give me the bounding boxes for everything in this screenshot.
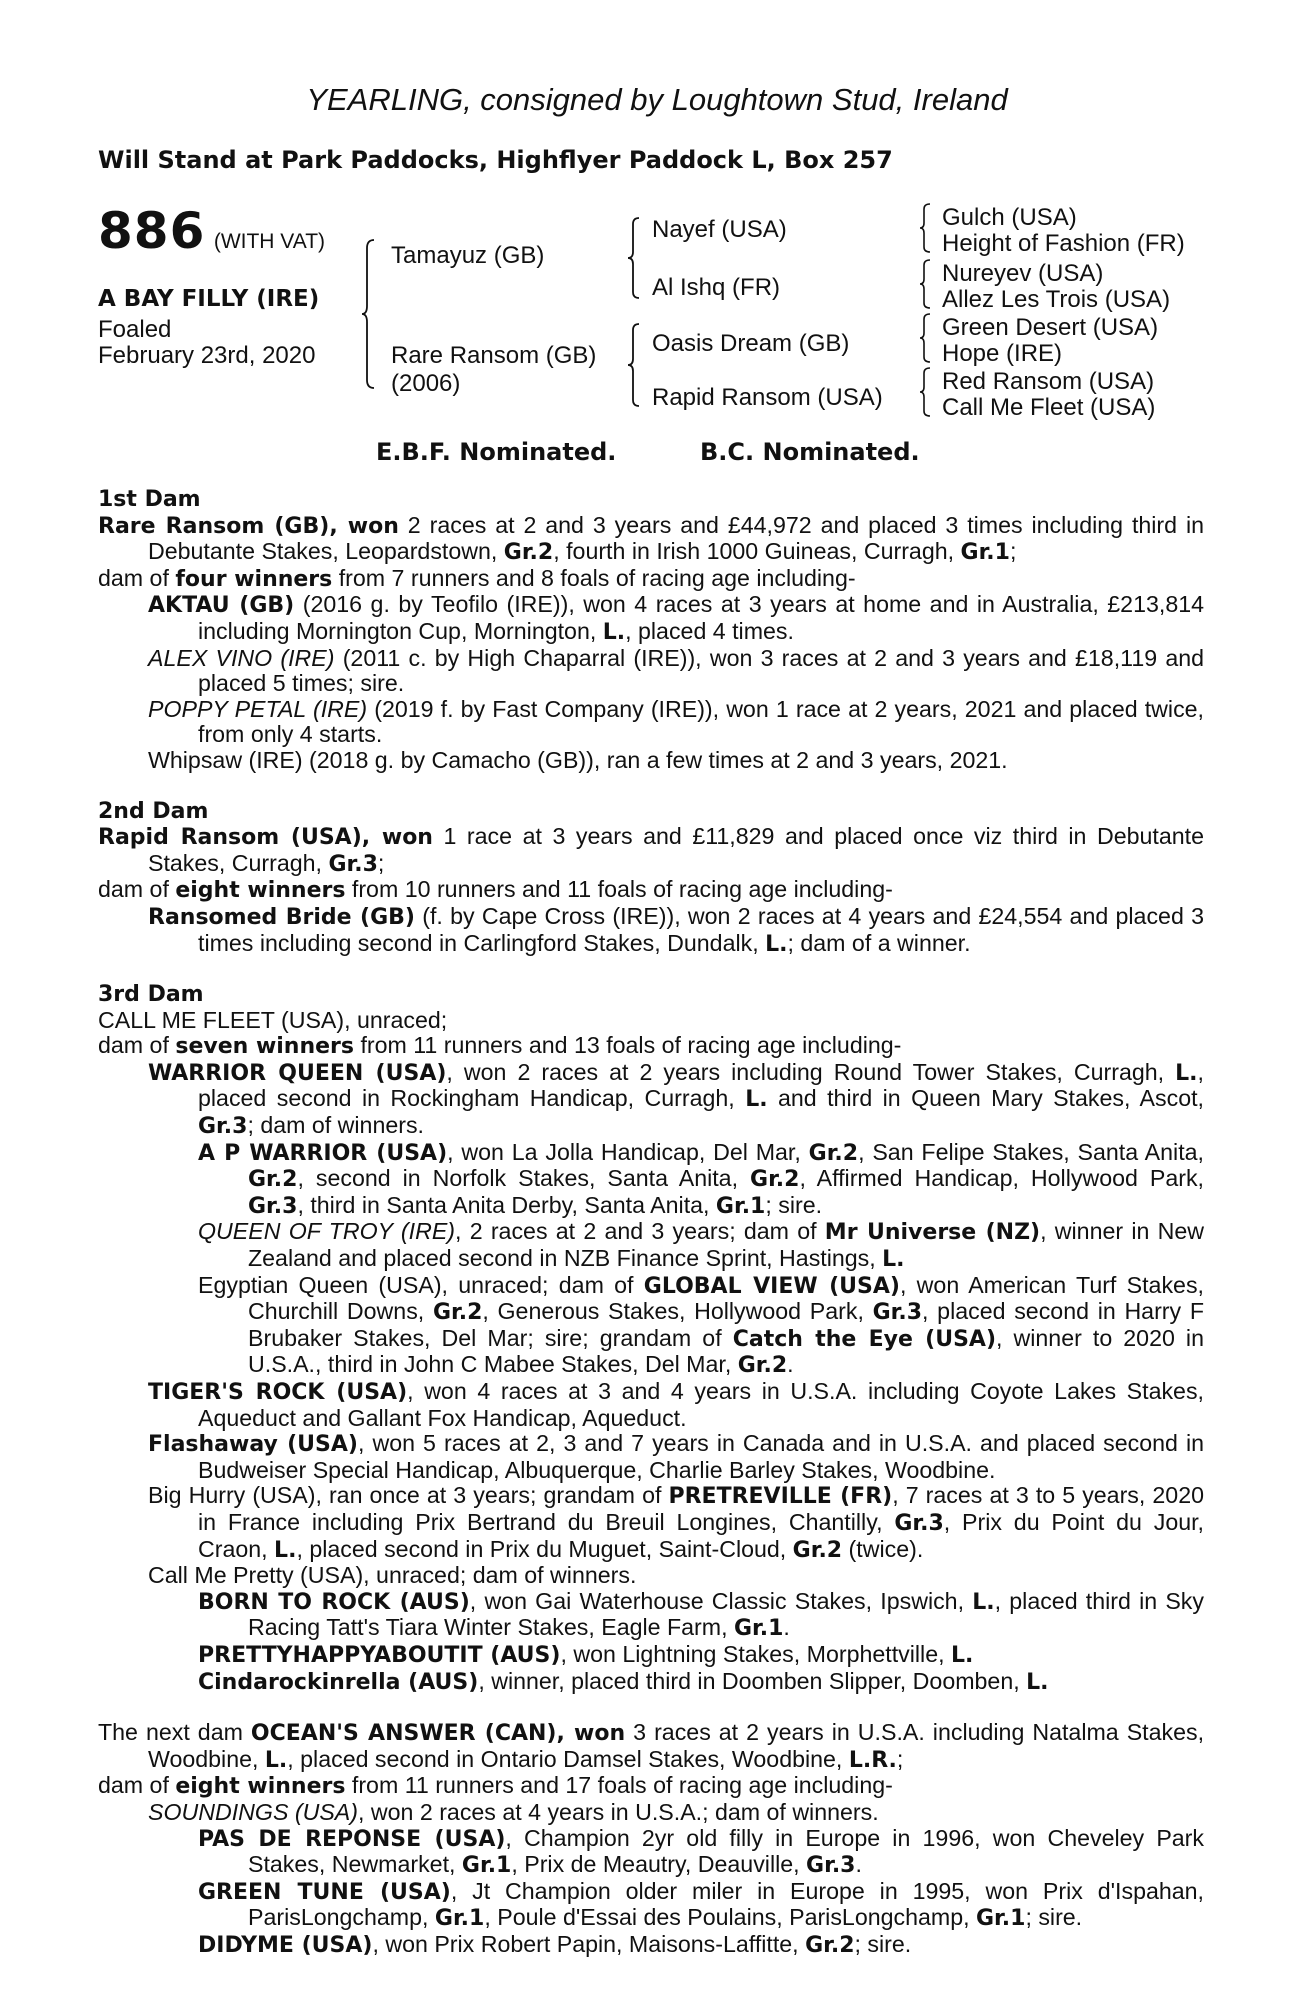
pedigree-brace-g2 [918,258,934,310]
text-run: . [787,1351,794,1378]
pedigree-entry [98,566,1204,593]
text-run: , Champion 2yr old filly in Europe in 1996, won Cheveley Park Stakes, Newmarket, [248,1824,1204,1878]
pedigree-entry [98,824,1204,877]
pedigree-entry [98,877,1204,904]
pedigree-entry [98,1219,1204,1272]
consignment-line: YEARLING, consigned by Loughtown Stud, Ireland [306,82,1008,117]
bold-run: BORN TO ROCK (AUS) [198,1589,470,1615]
text-run: (2019 f. by Fast Company (IRE)), won 1 race at 2 years, 2021 and placed twice, from only 4 starts. [198,695,1204,748]
bold-run: Ransomed Bride (GB) [148,904,415,930]
text-run: The next dam [98,1719,251,1746]
text-run: , Generous Stakes, Hollywood Park, [482,1298,873,1325]
text-run: , Prix de Meautry, Deauville, [511,1851,807,1878]
pedigree-entry [98,1273,1204,1379]
pedigree-entry [98,1563,1204,1589]
ebf-nominated: E.B.F. Nominated. [376,438,617,466]
pedigree-g3b: Hope (IRE) [942,340,1063,367]
text-run: , placed second in Harry F Brubaker Stakes, Del Mar; sire; grandam of [248,1298,1204,1351]
bold-run: Gr.2 [432,1300,483,1326]
text-run: Whipsaw (IRE) (2018 g. by Camacho (GB)), ran a few times at 2 and 3 years, 2021. [148,746,1008,773]
pedigree-entry [98,1642,1204,1669]
text-run: , Affirmed Handicap, Hollywood Park, [799,1165,1204,1192]
bold-run: L. [1175,1060,1198,1086]
text-run: 2 races at 2 and 3 years and £44,972 and placed 3 times including third in Debutante Stakes, Leopardstown, [148,511,1204,565]
text-run: , second in Norfolk Stakes, Santa Anita, [297,1165,751,1192]
text-run: , San Felipe Stakes, Santa Anita, [858,1138,1204,1165]
text-run: ; sire. [854,1930,912,1957]
bold-run: Gr.3 [894,1510,944,1536]
pedigree-entry [98,1720,1204,1773]
pedigree-g3a: Green Desert (USA) [942,314,1159,341]
bold-run: Gr.2 [808,1140,859,1166]
foaled-date: February 23rd, 2020 [98,342,316,369]
vat-note: (WITH VAT) [213,230,326,253]
pedigree-entry [98,1932,1204,1959]
text-run: dam of [98,564,176,591]
text-run: , won 2 races at 4 years in U.S.A.; dam of winners. [358,1798,879,1825]
pedigree-g4b: Call Me Fleet (USA) [942,394,1156,421]
text-run: , placed second in Ontario Damsel Stakes, Woodbine, [287,1745,849,1772]
bold-run: eight winners [175,878,346,904]
text-run: , placed 4 times. [625,617,794,644]
text-run: ; dam of winners. [247,1112,424,1139]
bold-run: L. [972,1589,995,1615]
bold-run: L. [274,1537,297,1563]
bold-run: Cindarockinrella (AUS) [198,1669,479,1695]
text-run: dam of [98,1772,176,1799]
text-run: , 7 races at 3 to 5 years, 2020 in France including Prix Bertrand du Breuil Longines, Chantilly, [198,1482,1204,1535]
bold-run: Gr.3 [872,1300,923,1326]
text-run: , fourth in Irish 1000 Guineas, Curragh, [553,538,961,565]
pedigree-entry [98,1379,1204,1431]
bold-run: Gr.1 [461,1853,512,1879]
bold-run: A P WARRIOR (USA) [198,1140,448,1166]
text-run: from 11 runners and 17 foals of racing age including- [345,1772,893,1799]
bold-run: Rapid Ransom (USA), won [98,825,433,851]
pedigree-entry [98,904,1204,957]
text-run: and third in Queen Mary Stakes, Ascot, [767,1085,1204,1112]
text-run: , winner, placed third in Doomben Slipper, Doomben, [478,1667,1027,1694]
bold-run: Gr.1 [733,1616,784,1642]
bold-run: Gr.2 [737,1353,788,1379]
bold-run: Mr Universe (NZ) [824,1220,1041,1246]
bold-run: PAS DE REPONSE (USA) [198,1826,506,1852]
pedigree-entry [98,1669,1204,1696]
pedigree-entry [98,1800,1204,1826]
bold-run: four winners [175,566,333,592]
bold-run: TIGER'S ROCK (USA) [148,1380,408,1405]
bold-run: Gr.1 [976,1906,1026,1932]
pedigree-entry [98,646,1204,697]
text-run: , placed third in Sky Racing Tatt's Tiara Winter Stakes, Eagle Farm, [248,1587,1204,1641]
pedigree-entry [98,1879,1204,1932]
bold-run: AKTAU (GB) [148,593,295,619]
text-run: , won Gai Waterhouse Classic Stakes, Ipswich, [469,1587,973,1614]
bold-run: OCEAN'S ANSWER (CAN), won [250,1721,626,1747]
bold-run: Gr.3 [248,1193,298,1219]
bold-run: GLOBAL VIEW (USA) [643,1273,900,1299]
text-run: , won American Turf Stakes, Churchill Downs, [248,1271,1204,1325]
pedigree-entry [98,1431,1204,1483]
bold-run: L. [264,1747,288,1773]
text-run: ; dam of a winner. [787,929,971,956]
text-run: , third in Santa Anita Derby, Santa Anita, [297,1191,716,1218]
pedigree-entry [98,1589,1204,1642]
text-run: , 2 races at 2 and 3 years; dam of [455,1218,825,1245]
text-run: dam of [98,1032,176,1059]
bold-run: Gr.3 [198,1114,248,1140]
bold-run: Flashaway (USA) [148,1432,358,1458]
pedigree-brace-sire-dam [360,238,380,390]
text-run: , placed second in Prix du Muguet, Saint-Cloud, [296,1535,793,1562]
pedigree-entry [98,1033,1204,1060]
text-run: ; sire. [765,1191,823,1218]
text-run: , won Lightning Stakes, Morphettville, [560,1640,951,1667]
bold-run: eight winners [175,1774,346,1800]
text-run: from 10 runners and 11 foals of racing age including- [345,876,893,903]
stand-location: Will Stand at Park Paddocks, Highflyer Paddock L, Box 257 [98,146,893,174]
pedigree-entry [98,592,1204,645]
bold-run: Gr.3 [328,851,378,877]
text-run: , won La Jolla Handicap, Del Mar, [447,1138,809,1165]
pedigree-dam-sire: Oasis Dream (GB) [652,330,850,357]
pedigree-brace-g4 [918,366,934,418]
bold-run: Gr.2 [792,1537,843,1563]
text-run: from 7 runners and 8 foals of racing age including- [332,564,856,591]
text-run: , won Prix Robert Papin, Maisons-Laffitte, [372,1930,806,1957]
bold-run: Gr.1 [715,1193,766,1219]
dam-heading: 2nd Dam [98,798,209,824]
pedigree-dam-dam: Rapid Ransom (USA) [652,384,883,411]
pedigree-entry [98,1060,1204,1140]
bold-run: Gr.2 [503,540,554,566]
lot-name: A BAY FILLY (IRE) [98,286,320,312]
bold-run: L. [882,1247,905,1273]
text-run: . [855,1851,862,1878]
text-run: dam of [98,876,176,903]
text-run: CALL ME FLEET (USA), unraced; [98,1006,448,1033]
bold-run: Gr.3 [806,1853,856,1879]
bold-run: L. [602,619,626,645]
pedigree-g4a: Red Ransom (USA) [942,368,1155,395]
bold-run: PRETTYHAPPYABOUTIT (AUS) [198,1642,561,1668]
text-run: ; sire. [1025,1904,1083,1931]
bold-run: Catch the Eye (USA) [732,1326,996,1352]
text-run: , Prix du Point du Jour, Craon, [198,1508,1204,1562]
pedigree-brace-g1 [918,202,934,254]
text-run: . [783,1614,790,1641]
text-run: (2016 g. by Teofilo (IRE)), won 4 races at 3 years at home and in Australia, £213,814 including Mornington Cup, Mornington, [198,591,1205,644]
pedigree-dam-year: (2006) [391,370,461,397]
text-run: Big Hurry (USA), ran once at 3 years; grandam of [148,1482,669,1509]
text-run: from 11 runners and 13 foals of racing age including- [354,1032,902,1059]
pedigree-sire: Tamayuz (GB) [391,242,545,269]
pedigree-g2a: Nureyev (USA) [942,260,1104,287]
bold-run: Gr.2 [248,1167,298,1193]
text-run: , winner in New Zealand and placed second in NZB Finance Sprint, Hastings, [248,1218,1204,1272]
bold-run: L. [745,1087,768,1113]
dam-heading: 3rd Dam [98,982,204,1008]
text-run: , winner to 2020 in U.S.A., third in John C Mabee Stakes, Del Mar, [248,1324,1204,1378]
text-run: , won 5 races at 2, 3 and 7 years in Canada and in U.S.A. and placed second in Budweiser Special Handicap, Albuquerque, Charlie Barley Stakes, Woodbine. [198,1430,1204,1483]
pedigree-sire-dam-name: Al Ishq (FR) [652,274,781,301]
pedigree-entry [98,748,1204,774]
pedigree-brace-g3 [918,312,934,364]
section-gap [98,1695,1204,1720]
pedigree-brace-dam [626,322,644,408]
dam-heading: 1st Dam [98,487,201,512]
bold-run: Gr.1 [434,1906,485,1932]
italic-run: SOUNDINGS (USA) [148,1798,358,1825]
text-run: , won 2 races at 2 years including Round Tower Stakes, Curragh, [446,1058,1176,1085]
pedigree-entry [98,1008,1204,1034]
pedigree-entry [98,1773,1204,1800]
bold-run: GREEN TUNE (USA) [198,1879,451,1905]
pedigree-entry [98,513,1204,566]
pedigree-brace-sire [626,216,644,300]
italic-run: QUEEN OF TROY (IRE) [198,1218,456,1245]
bold-run: Rare Ransom (GB), won [98,513,399,539]
section-gap [98,957,1204,982]
text-run: 1 race at 3 years and £11,829 and placed once viz third in Debutante Stakes, Curragh, [148,823,1204,876]
italic-run: POPPY PETAL (IRE) [148,695,368,722]
lot-number: 886 [98,202,206,260]
bold-run: DIDYME (USA) [198,1932,373,1958]
text-run: (f. by Cape Cross (IRE)), won 2 races at 4 years and £24,554 and placed 3 times including second in Carlingford Stakes, Dundalk, [198,902,1204,956]
text-run: , won 4 races at 3 and 4 years in U.S.A. including Coyote Lakes Stakes, Aqueduct and Gallant Fox Handicap, Aqueduct. [198,1378,1204,1431]
bold-run: Gr.2 [805,1932,855,1958]
pedigree-g2b: Allez Les Trois (USA) [942,286,1171,313]
bc-nominated: B.C. Nominated. [700,438,920,466]
pedigree-dam: Rare Ransom (GB) [391,342,597,369]
text-run: (2011 c. by High Chaparral (IRE)), won 3 races at 2 and 3 years and £18,119 and placed 5 times; sire. [198,644,1205,697]
text-run: (twice). [842,1535,924,1562]
pedigree-entry [98,697,1204,748]
text-run: ; [1009,538,1017,565]
pedigree-g1a: Gulch (USA) [942,204,1077,231]
pedigree-notes [98,487,1204,1958]
bold-run: seven winners [175,1034,354,1060]
text-run: 3 races at 2 years in U.S.A. including Natalma Stakes, Woodbine, [148,1719,1205,1772]
lot-number-block [98,202,325,260]
bold-run: L.R. [848,1747,897,1773]
pedigree-g1b: Height of Fashion (FR) [942,230,1185,257]
bold-run: L. [1026,1669,1049,1695]
text-run: Call Me Pretty (USA), unraced; dam of winners. [148,1562,637,1589]
bold-run: L. [765,931,788,957]
foaled-label: Foaled [98,316,172,343]
section-gap [98,774,1204,799]
pedigree-entry [98,1483,1204,1563]
bold-run: Gr.1 [960,540,1010,566]
text-run: , Jt Champion older miler in Europe in 1995, won Prix d'Ispahan, ParisLongchamp, [248,1877,1204,1931]
text-run: ; [896,1745,904,1772]
italic-run: ALEX VINO (IRE) [148,644,335,671]
bold-run: L. [950,1642,974,1668]
bold-run: WARRIOR QUEEN (USA) [148,1060,447,1086]
text-run: Egyptian Queen (USA), unraced; dam of [198,1271,644,1298]
pedigree-entry [98,1826,1204,1879]
text-run: ; [377,849,385,876]
text-run: , Poule d'Essai des Poulains, ParisLongchamp, [484,1904,976,1931]
pedigree-sire-sire: Nayef (USA) [652,216,787,243]
text-run: , placed second in Rockingham Handicap, Curragh, [198,1058,1204,1112]
pedigree-entry [98,1140,1204,1220]
bold-run: Gr.2 [750,1167,800,1193]
bold-run: PRETREVILLE (FR) [668,1484,893,1510]
